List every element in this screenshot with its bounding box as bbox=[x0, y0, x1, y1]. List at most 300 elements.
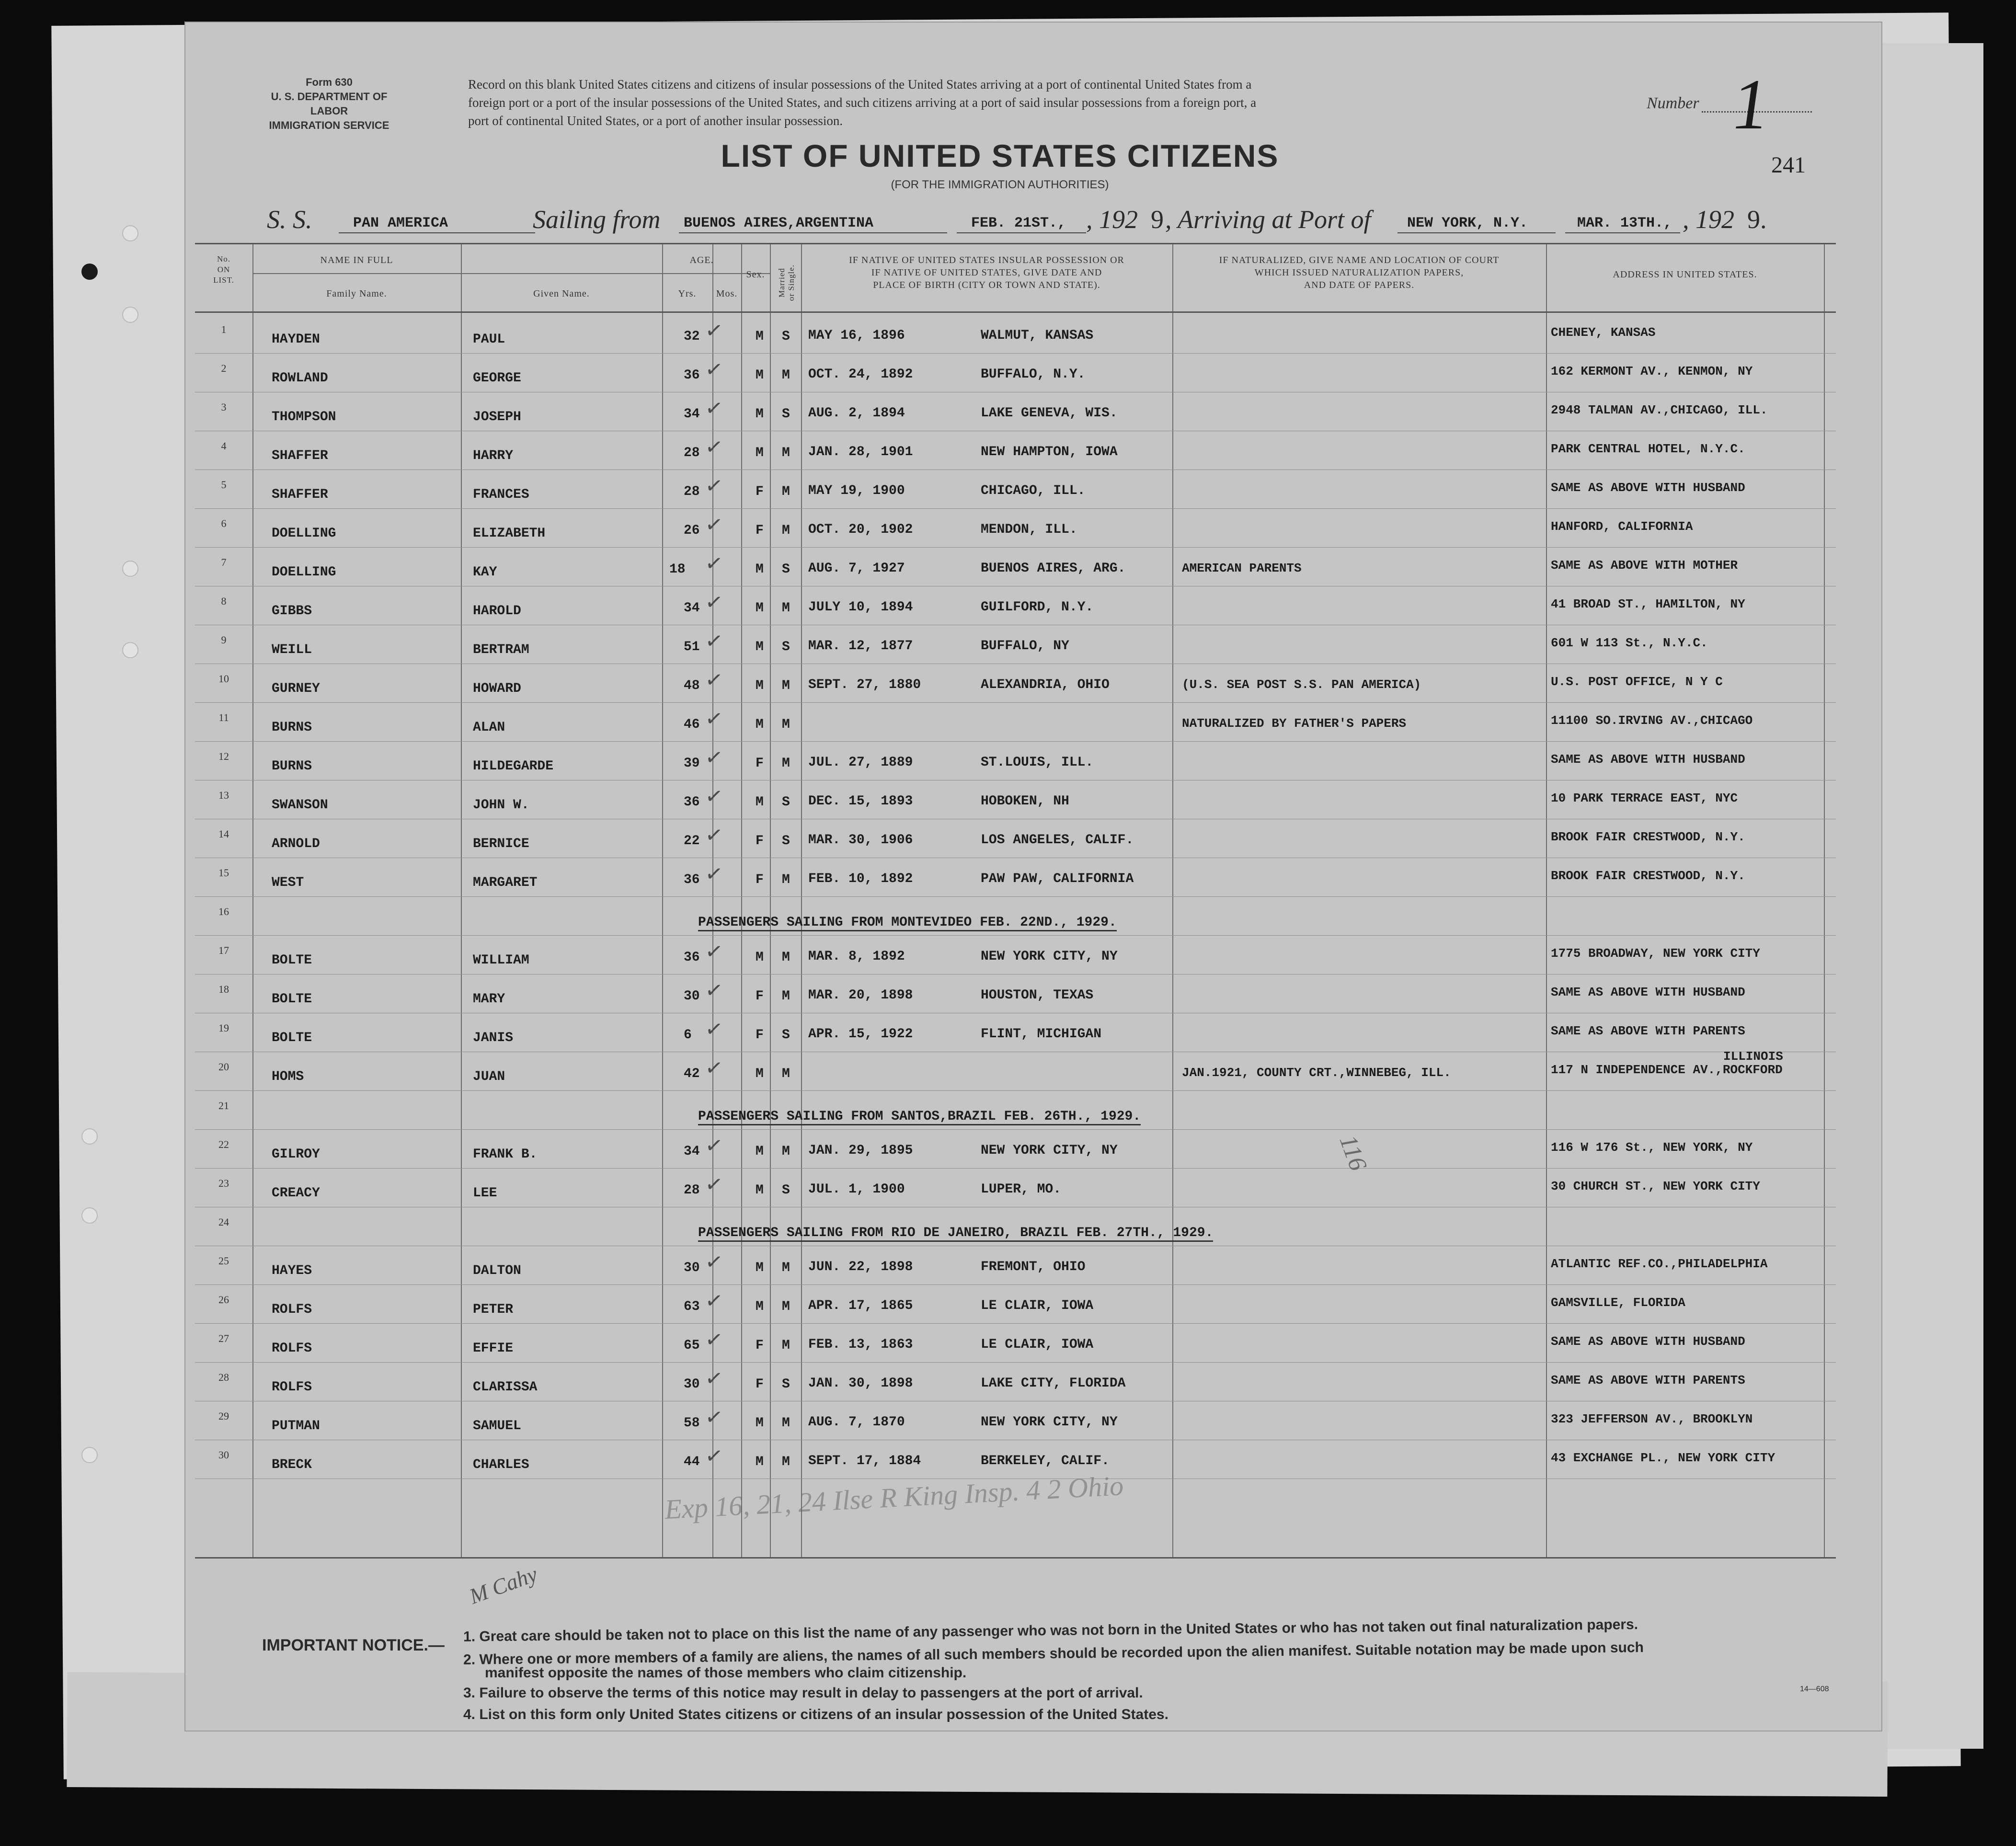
sex: M bbox=[756, 678, 764, 693]
row-rule bbox=[195, 1129, 1836, 1130]
given-name: PETER bbox=[473, 1302, 514, 1317]
birth-place: LE CLAIR, IOWA bbox=[981, 1298, 1094, 1313]
row-rule bbox=[195, 1362, 1836, 1363]
check-mark: ✓ bbox=[703, 318, 725, 344]
sex: F bbox=[756, 989, 764, 1004]
section-note: PASSENGERS SAILING FROM SANTOS,BRAZIL FEB. 26TH., 1929. bbox=[698, 1109, 1141, 1125]
age-years: 28 bbox=[684, 1183, 700, 1198]
check-mark: ✓ bbox=[703, 550, 725, 577]
age-years: 48 bbox=[684, 678, 700, 693]
family-name: DOELLING bbox=[272, 565, 336, 580]
given-name: JOSEPH bbox=[473, 410, 521, 424]
sex: M bbox=[756, 1144, 764, 1159]
check-mark: ✓ bbox=[703, 1365, 725, 1392]
row-number: 18 bbox=[218, 983, 229, 995]
age-years: 39 bbox=[684, 756, 700, 771]
birth-place: LAKE GENEVA, WIS. bbox=[981, 406, 1118, 421]
col-given-name: Given Name. bbox=[533, 288, 590, 299]
family-name: GURNEY bbox=[272, 681, 320, 696]
marital-status: M bbox=[782, 950, 790, 965]
given-name: EFFIE bbox=[473, 1341, 514, 1356]
birth-date: JUL. 27, 1889 bbox=[808, 755, 913, 770]
row-rule bbox=[195, 1323, 1836, 1324]
age-years: 42 bbox=[684, 1066, 700, 1081]
sailing-from-port: BUENOS AIRES,ARGENTINA bbox=[684, 215, 874, 231]
birth-date: MAY 19, 1900 bbox=[808, 483, 905, 498]
birth-date: DEC. 15, 1893 bbox=[808, 794, 913, 809]
birth-date: JUL. 1, 1900 bbox=[808, 1182, 905, 1197]
sex: F bbox=[756, 1338, 764, 1353]
row-number: 29 bbox=[218, 1410, 229, 1422]
given-name: MARY bbox=[473, 992, 505, 1007]
row-number: 12 bbox=[218, 750, 229, 762]
row-number: 5 bbox=[221, 479, 227, 491]
row-rule bbox=[195, 1168, 1836, 1169]
family-name: BURNS bbox=[272, 720, 312, 735]
column-divider bbox=[1824, 244, 1825, 1557]
handwritten-number: 116 bbox=[1334, 1131, 1372, 1175]
header-subrule bbox=[252, 273, 770, 274]
birth-date: JAN. 29, 1895 bbox=[808, 1143, 913, 1158]
sex: M bbox=[756, 717, 764, 732]
us-address: CHENEY, KANSAS bbox=[1551, 325, 1656, 340]
us-address: SAME AS ABOVE WITH HUSBAND bbox=[1551, 752, 1745, 767]
row-number: 15 bbox=[218, 867, 229, 879]
row-number: 13 bbox=[218, 789, 229, 801]
check-mark: ✓ bbox=[703, 939, 725, 965]
column-divider bbox=[770, 244, 771, 1557]
marital-status: M bbox=[782, 484, 790, 499]
given-name: CLARISSA bbox=[473, 1380, 538, 1395]
check-mark: ✓ bbox=[703, 628, 725, 654]
page-stamp: 241 bbox=[1771, 152, 1806, 178]
check-mark: ✓ bbox=[703, 395, 725, 422]
family-name: BOLTE bbox=[272, 992, 312, 1007]
check-mark: ✓ bbox=[703, 473, 725, 499]
marital-status: S bbox=[782, 795, 790, 810]
birth-place: LE CLAIR, IOWA bbox=[981, 1337, 1094, 1352]
row-number: 26 bbox=[218, 1294, 229, 1306]
check-mark: ✓ bbox=[703, 589, 725, 616]
birth-place: WALMUT, KANSAS bbox=[981, 328, 1094, 343]
family-name: THOMPSON bbox=[272, 410, 336, 424]
birth-place: LAKE CITY, FLORIDA bbox=[981, 1376, 1126, 1391]
to-date-underline bbox=[1565, 232, 1680, 233]
age-years: 28 bbox=[684, 484, 700, 499]
back-sheet-edge bbox=[1868, 43, 1983, 1749]
binder-hole bbox=[122, 307, 138, 323]
column-divider bbox=[1546, 244, 1547, 1557]
row-number: 30 bbox=[218, 1449, 229, 1461]
us-address: BROOK FAIR CRESTWOOD, N.Y. bbox=[1551, 830, 1745, 844]
given-name: JANIS bbox=[473, 1031, 514, 1045]
family-name: ROWLAND bbox=[272, 371, 328, 386]
row-number: 6 bbox=[221, 517, 227, 529]
sex: F bbox=[756, 834, 764, 848]
birth-place: LOS ANGELES, CALIF. bbox=[981, 833, 1134, 848]
family-name: SHAFFER bbox=[272, 448, 328, 463]
naturalization: AMERICAN PARENTS bbox=[1182, 561, 1302, 575]
sex: M bbox=[756, 446, 764, 460]
birth-date: MAY 16, 1896 bbox=[808, 328, 905, 343]
passenger-table bbox=[195, 243, 1836, 1559]
page-title: LIST OF UNITED STATES CITIZENS bbox=[721, 138, 1279, 173]
notice-heading: IMPORTANT NOTICE.— bbox=[262, 1636, 445, 1654]
birth-date: APR. 15, 1922 bbox=[808, 1027, 913, 1042]
given-name: WILLIAM bbox=[473, 953, 529, 968]
age-years: 36 bbox=[684, 872, 700, 887]
row-rule bbox=[195, 1090, 1836, 1091]
age-years: 30 bbox=[684, 989, 700, 1004]
notice-item: 2. Where one or more members of a family are aliens, the names of all such members should be recorded upon the alien manifest. Suitable notation may be made upon such bbox=[463, 1640, 1644, 1668]
sex: M bbox=[756, 407, 764, 422]
marital-status: S bbox=[782, 834, 790, 848]
ss-label: S. S. bbox=[267, 205, 312, 234]
row-number: 2 bbox=[221, 362, 227, 374]
us-address: 1775 BROADWAY, NEW YORK CITY bbox=[1551, 946, 1760, 961]
from-date-underline bbox=[957, 232, 1086, 233]
sex: M bbox=[756, 950, 764, 965]
birth-place: NEW YORK CITY, NY bbox=[981, 1143, 1118, 1158]
col-married-single: Married or Single. bbox=[777, 264, 796, 301]
handwritten-annotation: Exp 16, 21, 24 Ilse R King Insp. 4 2 Ohio bbox=[664, 1469, 1124, 1525]
birth-place: NEW HAMPTON, IOWA bbox=[981, 445, 1118, 459]
family-name: BOLTE bbox=[272, 953, 312, 968]
birth-date: APR. 17, 1865 bbox=[808, 1298, 913, 1313]
check-mark: ✓ bbox=[703, 512, 725, 538]
col-sex: Sex. bbox=[746, 269, 765, 280]
instruction-line: foreign port or a port of the insular possessions of the United States, and such citizens arriving at a port of said insular possessions from a foreign port, a bbox=[468, 95, 1257, 110]
check-mark: ✓ bbox=[703, 356, 725, 383]
marital-status: M bbox=[782, 872, 790, 887]
row-number: 7 bbox=[221, 556, 227, 568]
birth-place: BUENOS AIRES, ARG. bbox=[981, 561, 1126, 576]
number-label: Number bbox=[1647, 94, 1699, 112]
sex: M bbox=[756, 1261, 764, 1275]
given-name: MARGARET bbox=[473, 875, 538, 890]
family-name: ROLFS bbox=[272, 1302, 312, 1317]
family-name: ROLFS bbox=[272, 1380, 312, 1395]
us-address: 41 BROAD ST., HAMILTON, NY bbox=[1551, 597, 1745, 611]
marital-status: M bbox=[782, 989, 790, 1004]
row-rule bbox=[195, 702, 1836, 703]
handwritten-signature: M Cahy bbox=[466, 1561, 541, 1609]
age-years: 36 bbox=[684, 795, 700, 810]
check-mark: ✓ bbox=[703, 745, 725, 771]
birth-place: GUILFORD, N.Y. bbox=[981, 600, 1094, 615]
sex: M bbox=[756, 1455, 764, 1469]
birth-date: AUG. 7, 1870 bbox=[808, 1415, 905, 1430]
marital-status: M bbox=[782, 756, 790, 771]
binder-hole bbox=[122, 642, 138, 658]
marital-status: M bbox=[782, 523, 790, 538]
age-years: 63 bbox=[684, 1299, 700, 1314]
page-subtitle: (FOR THE IMMIGRATION AUTHORITIES) bbox=[891, 178, 1109, 191]
sex: M bbox=[756, 795, 764, 810]
age-years: 26 bbox=[684, 523, 700, 538]
check-mark: ✓ bbox=[703, 1133, 725, 1159]
birth-date: AUG. 2, 1894 bbox=[808, 406, 905, 421]
row-number: 27 bbox=[218, 1332, 229, 1344]
sex: M bbox=[756, 1299, 764, 1314]
row-number: 28 bbox=[218, 1371, 229, 1383]
from-port-underline bbox=[679, 232, 947, 233]
us-address: GAMSVILLE, FLORIDA bbox=[1551, 1296, 1685, 1310]
row-rule bbox=[195, 353, 1836, 354]
section-note: PASSENGERS SAILING FROM MONTEVIDEO FEB. 22ND., 1929. bbox=[698, 915, 1117, 931]
birth-place: NEW YORK CITY, NY bbox=[981, 949, 1118, 964]
us-address: 323 JEFFERSON AV., BROOKLYN bbox=[1551, 1412, 1753, 1426]
us-address-extra: ILLINOIS bbox=[1723, 1049, 1783, 1064]
col-age: AGE. bbox=[689, 255, 714, 265]
check-mark: ✓ bbox=[703, 861, 725, 887]
check-mark: ✓ bbox=[703, 783, 725, 810]
marital-status: M bbox=[782, 368, 790, 383]
row-number: 22 bbox=[218, 1138, 229, 1150]
binder-hole bbox=[81, 264, 98, 280]
year-prefix: , 192 bbox=[1086, 205, 1138, 234]
age-years: 51 bbox=[684, 640, 700, 654]
binder-hole bbox=[122, 561, 138, 577]
birth-date: SEPT. 17, 1884 bbox=[808, 1454, 921, 1468]
birth-place: PAW PAW, CALIFORNIA bbox=[981, 871, 1134, 886]
given-name: SAMUEL bbox=[473, 1419, 521, 1433]
check-mark: ✓ bbox=[703, 1249, 725, 1275]
age-years: 36 bbox=[684, 950, 700, 965]
birth-date: AUG. 7, 1927 bbox=[808, 561, 905, 576]
age-years: 36 bbox=[684, 368, 700, 383]
sailing-date: FEB. 21ST., bbox=[971, 215, 1066, 231]
department-name: U. S. DEPARTMENT OF LABOR bbox=[271, 91, 388, 117]
given-name: HILDEGARDE bbox=[473, 759, 554, 774]
birth-place: MENDON, ILL. bbox=[981, 522, 1077, 537]
column-divider bbox=[662, 244, 663, 1557]
manifest-sheet bbox=[184, 22, 1882, 1731]
birth-date: JAN. 30, 1898 bbox=[808, 1376, 913, 1391]
form-code: 14—608 bbox=[1800, 1685, 1829, 1693]
check-mark: ✓ bbox=[703, 1016, 725, 1043]
us-address: 11100 SO.IRVING AV.,CHICAGO bbox=[1551, 713, 1753, 728]
check-mark: ✓ bbox=[703, 977, 725, 1004]
birth-date: OCT. 24, 1892 bbox=[808, 367, 913, 382]
given-name: KAY bbox=[473, 565, 497, 580]
marital-status: S bbox=[782, 1377, 790, 1392]
birth-date: MAR. 20, 1898 bbox=[808, 988, 913, 1003]
row-rule bbox=[195, 974, 1836, 975]
row-number: 3 bbox=[221, 401, 227, 413]
sex: M bbox=[756, 562, 764, 577]
marital-status: S bbox=[782, 640, 790, 654]
form-instructions bbox=[468, 75, 1762, 130]
given-name: HARRY bbox=[473, 448, 514, 463]
birth-place: HOBOKEN, NH bbox=[981, 794, 1069, 809]
form-identifier bbox=[257, 75, 401, 133]
marital-status: S bbox=[782, 329, 790, 344]
sex: F bbox=[756, 1028, 764, 1043]
us-address: SAME AS ABOVE WITH MOTHER bbox=[1551, 558, 1738, 573]
row-number: 14 bbox=[218, 828, 229, 840]
check-mark: ✓ bbox=[703, 1171, 725, 1198]
marital-status: M bbox=[782, 717, 790, 732]
year-prefix: , 192 bbox=[1683, 205, 1734, 234]
marital-status: M bbox=[782, 1261, 790, 1275]
us-address: U.S. POST OFFICE, N Y C bbox=[1551, 675, 1723, 689]
family-name: BRECK bbox=[272, 1457, 312, 1472]
binder-hole bbox=[81, 1447, 98, 1463]
us-address: SAME AS ABOVE WITH HUSBAND bbox=[1551, 481, 1745, 495]
family-name: HAYES bbox=[272, 1263, 312, 1278]
age-years: 32 bbox=[684, 329, 700, 344]
given-name: CHARLES bbox=[473, 1457, 529, 1472]
column-divider bbox=[461, 244, 462, 1557]
sailing-year: 9 bbox=[1151, 205, 1164, 234]
family-name: WEST bbox=[272, 875, 304, 890]
arrival-port: NEW YORK, N.Y. bbox=[1407, 215, 1528, 231]
header-rule bbox=[195, 311, 1836, 313]
family-name: GIBBS bbox=[272, 604, 312, 619]
us-address: PARK CENTRAL HOTEL, N.Y.C. bbox=[1551, 442, 1745, 456]
marital-status: M bbox=[782, 1066, 790, 1081]
birth-date: MAR. 12, 1877 bbox=[808, 639, 913, 654]
marital-status: S bbox=[782, 1028, 790, 1043]
row-rule bbox=[195, 1284, 1836, 1285]
us-address: 2948 TALMAN AV.,CHICAGO, ILL. bbox=[1551, 403, 1768, 417]
marital-status: M bbox=[782, 1455, 790, 1469]
naturalization: (U.S. SEA POST S.S. PAN AMERICA) bbox=[1182, 677, 1421, 692]
sex: M bbox=[756, 640, 764, 654]
given-name: BERTRAM bbox=[473, 642, 529, 657]
row-number: 21 bbox=[218, 1100, 229, 1112]
sex: F bbox=[756, 484, 764, 499]
row-rule bbox=[195, 741, 1836, 742]
sailing-label: Sailing from bbox=[533, 205, 661, 234]
notice-item: manifest opposite the names of those members who claim citizenship. bbox=[485, 1665, 967, 1681]
age-years: 34 bbox=[684, 407, 700, 422]
naturalization: JAN.1921, COUNTY CRT.,WINNEBEG, ILL. bbox=[1182, 1066, 1451, 1080]
birth-date: MAR. 8, 1892 bbox=[808, 949, 905, 964]
family-name: ARNOLD bbox=[272, 837, 320, 851]
family-name: GILROY bbox=[272, 1147, 320, 1162]
family-name: HAYDEN bbox=[272, 332, 320, 347]
us-address: 43 EXCHANGE PL., NEW YORK CITY bbox=[1551, 1451, 1775, 1465]
col-birth: IF NATIVE OF UNITED STATES INSULAR POSSESSION OR IF NATIVE OF UNITED STATES, GIVE DATE AND PLACE OF BIRTH (CITY OR TOWN AND STATE). bbox=[849, 255, 1124, 290]
binder-hole bbox=[81, 1207, 98, 1224]
birth-place: FREMONT, OHIO bbox=[981, 1260, 1086, 1274]
voyage-line bbox=[267, 205, 1800, 238]
family-name: DOELLING bbox=[272, 526, 336, 541]
col-months: Mos. bbox=[716, 288, 738, 299]
marital-status: M bbox=[782, 1338, 790, 1353]
row-number: 4 bbox=[221, 440, 227, 452]
notice-item: 1. Great care should be taken not to place on this list the name of any passenger who was not born in the United States or who has not taken out final naturalization papers. bbox=[463, 1617, 1638, 1645]
birth-place: BERKELEY, CALIF. bbox=[981, 1454, 1110, 1468]
us-address: 601 W 113 St., N.Y.C. bbox=[1551, 636, 1708, 650]
us-address: 117 N INDEPENDENCE AV.,ROCKFORD bbox=[1551, 1063, 1783, 1077]
column-divider bbox=[252, 244, 253, 1557]
family-name: BURNS bbox=[272, 759, 312, 774]
col-name-in-full: NAME IN FULL bbox=[320, 255, 393, 265]
age-years: 44 bbox=[684, 1455, 700, 1469]
form-number: Form 630 bbox=[306, 76, 353, 88]
family-name: HOMS bbox=[272, 1069, 304, 1084]
sex: M bbox=[756, 368, 764, 383]
sex: M bbox=[756, 1183, 764, 1198]
column-divider bbox=[741, 244, 742, 1557]
us-address: 10 PARK TERRACE EAST, NYC bbox=[1551, 791, 1738, 805]
row-number: 23 bbox=[218, 1177, 229, 1189]
family-name: CREACY bbox=[272, 1186, 320, 1201]
check-mark: ✓ bbox=[703, 1443, 725, 1469]
marital-status: S bbox=[782, 1183, 790, 1198]
family-name: ROLFS bbox=[272, 1341, 312, 1356]
given-name: HOWARD bbox=[473, 681, 521, 696]
birth-date: FEB. 13, 1863 bbox=[808, 1337, 913, 1352]
family-name: SHAFFER bbox=[272, 487, 328, 502]
birth-place: LUPER, MO. bbox=[981, 1182, 1062, 1197]
row-rule bbox=[195, 547, 1836, 548]
instruction-line: Record on this blank United States citizens and citizens of insular possessions of the United States arriving at a port of continental United States from a bbox=[468, 77, 1252, 92]
naturalization: NATURALIZED BY FATHER'S PAPERS bbox=[1182, 716, 1407, 731]
age-years: 30 bbox=[684, 1377, 700, 1392]
col-years: Yrs. bbox=[678, 288, 697, 299]
age-years: 46 bbox=[684, 717, 700, 732]
col-family-name: Family Name. bbox=[326, 288, 387, 299]
col-list-number: No. ON LIST. bbox=[213, 254, 234, 285]
marital-status: S bbox=[782, 407, 790, 422]
row-number: 17 bbox=[218, 944, 229, 956]
age-years: 22 bbox=[684, 834, 700, 848]
age-years: 34 bbox=[684, 601, 700, 616]
ship-underline bbox=[339, 232, 535, 233]
marital-status: M bbox=[782, 1416, 790, 1431]
birth-date: JUN. 22, 1898 bbox=[808, 1260, 913, 1274]
given-name: GEORGE bbox=[473, 371, 521, 386]
sex: M bbox=[756, 1066, 764, 1081]
us-address: SAME AS ABOVE WITH PARENTS bbox=[1551, 1373, 1745, 1387]
sex: F bbox=[756, 872, 764, 887]
col-naturalized: IF NATURALIZED, GIVE NAME AND LOCATION OF COURT WHICH ISSUED NATURALIZATION PAPERS, AND DATE OF PAPERS. bbox=[1219, 255, 1500, 290]
check-mark: ✓ bbox=[703, 822, 725, 848]
us-address: SAME AS ABOVE WITH PARENTS bbox=[1551, 1024, 1745, 1038]
check-mark: ✓ bbox=[703, 434, 725, 460]
marital-status: M bbox=[782, 1144, 790, 1159]
given-name: FRANK B. bbox=[473, 1147, 538, 1162]
column-divider bbox=[1172, 244, 1173, 1557]
given-name: PAUL bbox=[473, 332, 505, 347]
to-port-underline bbox=[1397, 232, 1556, 233]
age-years: 65 bbox=[684, 1338, 700, 1353]
given-name: JOHN W. bbox=[473, 798, 529, 813]
binder-hole bbox=[122, 225, 138, 241]
service-name: IMMIGRATION SERVICE bbox=[269, 119, 389, 131]
sex: M bbox=[756, 601, 764, 616]
row-number: 16 bbox=[218, 906, 229, 917]
birth-date: FEB. 10, 1892 bbox=[808, 871, 913, 886]
age-years: 30 bbox=[684, 1261, 700, 1275]
birth-place: ST.LOUIS, ILL. bbox=[981, 755, 1094, 770]
birth-place: BUFFALO, NY bbox=[981, 639, 1069, 654]
check-mark: ✓ bbox=[703, 1404, 725, 1431]
binder-hole bbox=[81, 1128, 98, 1145]
notice-item: 4. List on this form only United States citizens or citizens of an insular possession of the United States. bbox=[463, 1707, 1168, 1722]
given-name: ALAN bbox=[473, 720, 505, 735]
us-address: 116 W 176 St., NEW YORK, NY bbox=[1551, 1140, 1753, 1155]
given-name: BERNICE bbox=[473, 837, 529, 851]
age-years: 34 bbox=[684, 1144, 700, 1159]
instruction-line: port of continental United States, or a port of another insular possession. bbox=[468, 114, 843, 128]
row-number: 10 bbox=[218, 673, 229, 685]
column-divider bbox=[801, 244, 802, 1557]
